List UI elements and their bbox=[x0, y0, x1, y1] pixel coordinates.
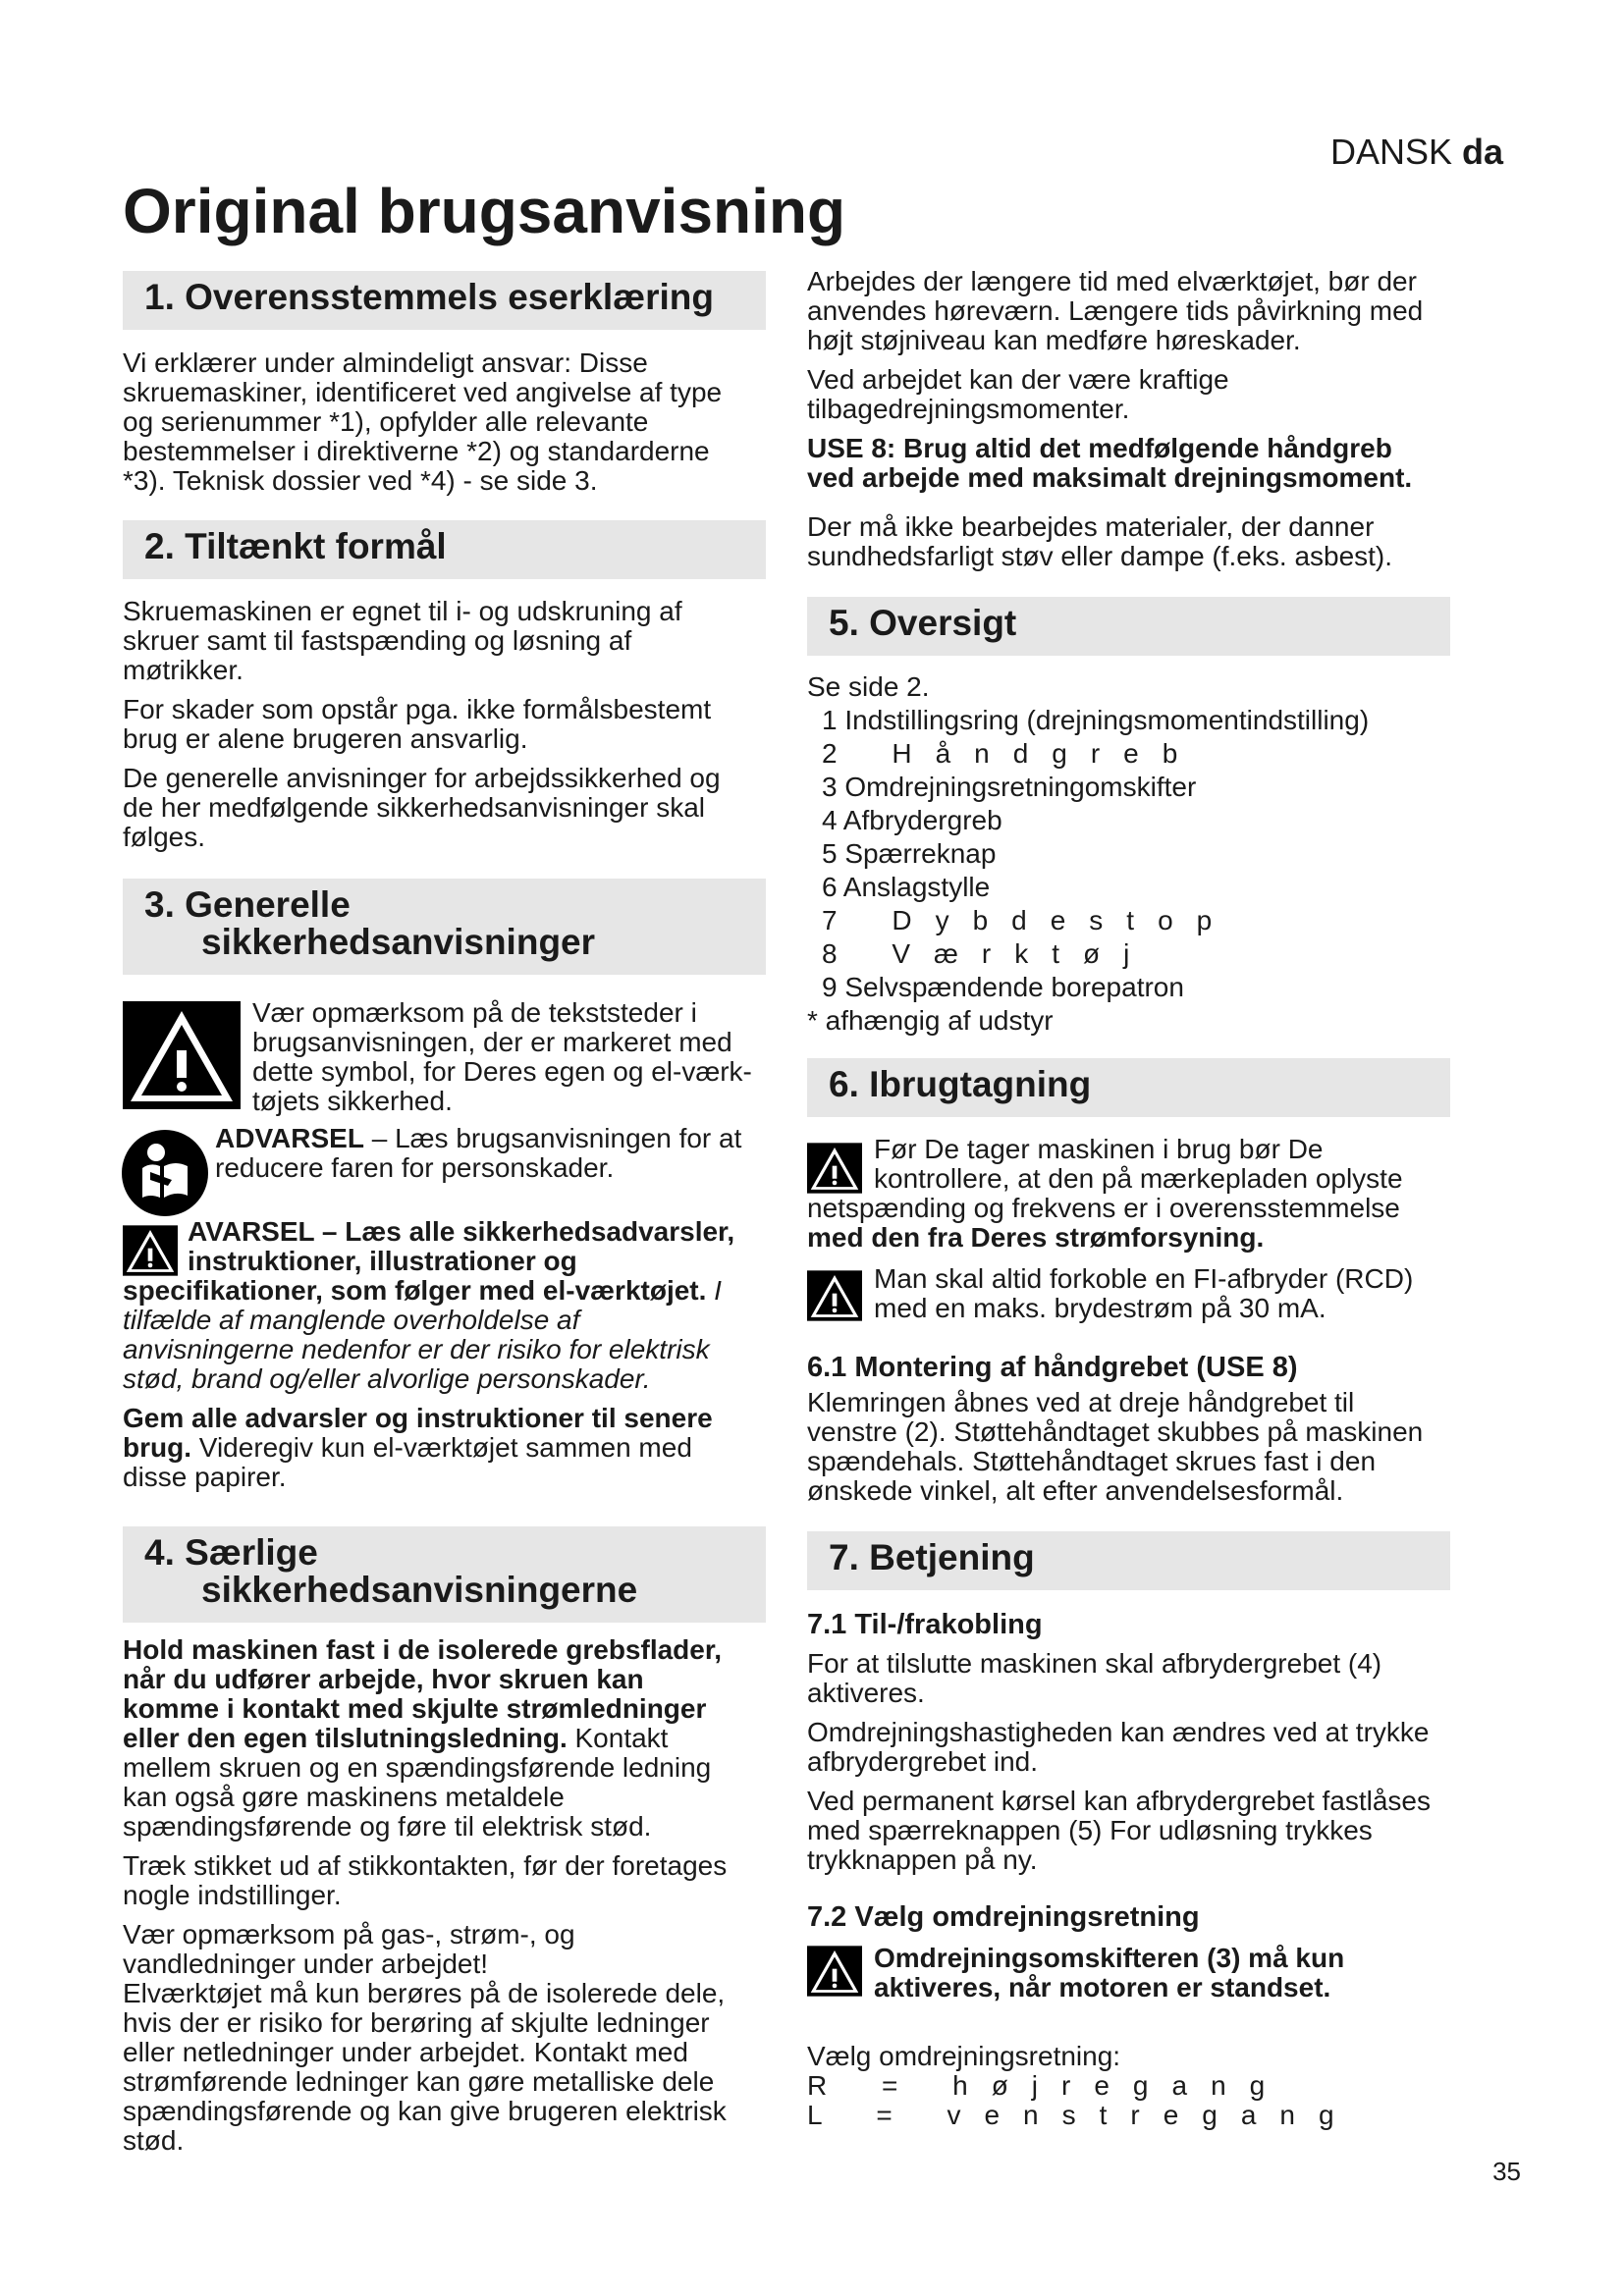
s4-line: eller netledninger under arbejdet. Kontakt med bbox=[123, 2037, 688, 2067]
section-7-heading: 7. Betjening bbox=[807, 1531, 1450, 1590]
s7-line: trykknappen på ny. bbox=[807, 1844, 1038, 1875]
s3-gem-line: Gem alle advarsler og instruktioner til senere bbox=[123, 1403, 713, 1433]
r-line: Ved arbejdet kan der være kraftige bbox=[807, 364, 1229, 395]
s3-heading-line1: 3. Generelle bbox=[144, 884, 351, 925]
s6-warn-line: kontrollere, at den på mærkepladen oplyste bbox=[874, 1163, 1403, 1194]
s1-line: Vi erklærer under almindeligt ansvar: Disse bbox=[123, 347, 648, 378]
section-1-heading: 1. Overensstemmels eserklæring bbox=[123, 271, 766, 330]
s3-gem-line2 bbox=[123, 1433, 692, 1463]
s6-line: venstre (2). Støttehåndtaget skubbes på maskinen bbox=[807, 1416, 1424, 1447]
s5-item: 4 Afbrydergreb bbox=[822, 805, 1002, 835]
s3-italic-line: stød, brand og/eller alvorlige personskader. bbox=[123, 1363, 651, 1394]
warning-triangle-icon bbox=[807, 1270, 862, 1321]
s4-bold-line: når du udfører arbejde, hvor skruen kan bbox=[123, 1664, 644, 1694]
s6-warn-line-bold: med den fra Deres strømforsyning. bbox=[807, 1222, 1265, 1253]
s7-direction-l: L = venstregang bbox=[807, 2100, 1358, 2130]
s2-line: De generelle anvisninger for arbejdssikkerhed og bbox=[123, 763, 721, 793]
avarsel-bold: specifikationer, som følger med el-værktøjet. bbox=[123, 1275, 707, 1306]
s6-line: ønskede vinkel, alt efter anvendelsesformål. bbox=[807, 1475, 1344, 1506]
s5-item: 5 Spærreknap bbox=[822, 838, 997, 869]
language-label bbox=[1330, 133, 1503, 172]
s3-avarsel-line3 bbox=[123, 1276, 722, 1306]
r-line: højt støjniveau kan medføre høreskader. bbox=[807, 325, 1301, 355]
s7-warn-line: aktiveres, når motoren er standset. bbox=[874, 1972, 1331, 2002]
s3-warn-line: Vær opmærksom på de tekststeder i bbox=[252, 997, 697, 1028]
warning-triangle-icon bbox=[807, 1143, 862, 1194]
s7-warn-line: Omdrejningsomskifteren (3) må kun bbox=[874, 1943, 1345, 1973]
s5-intro: Se side 2. bbox=[807, 671, 930, 702]
page-title: Original brugsanvisning bbox=[123, 176, 846, 246]
r-line: Arbejdes der længere tid med elværktøjet, bør der bbox=[807, 266, 1417, 296]
s4-line: Elværktøjet må kun berøres på de isolerede dele, bbox=[123, 1978, 726, 2008]
s7-subheading-1: 7.1 Til-/frakobling bbox=[807, 1609, 1043, 1640]
s2-line: Skruemaskinen er egnet til i- og udskruning af bbox=[123, 596, 682, 626]
s4-heading-line1: 4. Særlige bbox=[144, 1532, 318, 1573]
s2-line: brug er alene brugeren ansvarlig. bbox=[123, 723, 528, 754]
r-line: anvendes høreværn. Længere tids påvirkning med bbox=[807, 295, 1424, 326]
advarsel-label: ADVARSEL bbox=[215, 1123, 364, 1153]
s2-line: møtrikker. bbox=[123, 655, 244, 685]
s2-line: skruer samt til fastspænding og løsning af bbox=[123, 625, 632, 656]
s5-item: 6 Anslagstylle bbox=[822, 872, 991, 902]
s4-bold-line: komme i kontakt med skjulte strømledninger bbox=[123, 1693, 707, 1724]
s5-item: 9 Selvspændende borepatron bbox=[822, 972, 1184, 1002]
gem-bold: brug. bbox=[123, 1432, 191, 1463]
s2-line: de her medfølgende sikkerhedsanvisninger skal bbox=[123, 792, 705, 823]
s4-bold-line-4 bbox=[123, 1724, 668, 1753]
s1-line: bestemmelser i direktiverne *2) og standarderne bbox=[123, 436, 710, 466]
s6-warn2-line: Man skal altid forkoble en FI-afbryder (RCD) bbox=[874, 1263, 1414, 1294]
s4-line: Træk stikket ud af stikkontakten, før der foretages bbox=[123, 1850, 728, 1881]
s1-line: skruemaskiner, identificeret ved angivelse af type bbox=[123, 377, 723, 407]
s3-avarsel-line: AVARSEL – Læs alle sikkerhedsadvarsler, bbox=[188, 1216, 735, 1247]
s3-avarsel-line: instruktioner, illustrationer og bbox=[188, 1246, 577, 1276]
s3-italic-line: tilfælde af manglende overholdelse af bbox=[123, 1305, 580, 1335]
s7-line: Omdrejningshastigheden kan ændres ved at trykke bbox=[807, 1717, 1430, 1747]
read-manual-icon bbox=[121, 1129, 209, 1217]
s3-heading-line2: sikkerhedsanvisninger bbox=[201, 922, 596, 962]
s4-line: mellem skruen og en spændingsførende ledning bbox=[123, 1752, 712, 1783]
s2-line: følges. bbox=[123, 822, 206, 852]
s4-line: spændingsførende og føre til elektrisk stød. bbox=[123, 1811, 652, 1842]
s5-item: 2 Håndgreb bbox=[822, 738, 1202, 769]
gem-text: Videregiv kun el-værktøjet sammen med bbox=[191, 1432, 692, 1463]
s3-warn-line: dette symbol, for Deres egen og el-værk- bbox=[252, 1056, 752, 1087]
s4-kontakt: Kontakt bbox=[567, 1723, 669, 1753]
warning-triangle-icon bbox=[807, 1946, 862, 1997]
s3-italic-line: anvisningerne nedenfor er der risiko for elektrisk bbox=[123, 1334, 710, 1364]
advarsel-text: – Læs brugsanvisningen for at bbox=[363, 1123, 742, 1153]
s3-warn-line: tøjets sikkerhed. bbox=[252, 1086, 453, 1116]
s4-line: vandledninger under arbejdet! bbox=[123, 1949, 489, 1979]
s4-heading-line2: sikkerhedsanvisningerne bbox=[201, 1570, 638, 1610]
s4-line: strømførende ledninger kan gøre metalliske dele bbox=[123, 2066, 715, 2097]
section-4-heading bbox=[123, 1526, 766, 1623]
s7-subheading-2: 7.2 Vælg omdrejningsretning bbox=[807, 1901, 1200, 1933]
s3-warn-line: brugsanvisningen, der er markeret med bbox=[252, 1027, 732, 1057]
s5-note: * afhængig af udstyr bbox=[807, 1005, 1054, 1036]
s4-bold-end: eller den egen tilslutningsledning. bbox=[123, 1723, 568, 1753]
s3-gem-line: disse papirer. bbox=[123, 1462, 287, 1492]
s7-line: afbrydergrebet ind. bbox=[807, 1746, 1039, 1777]
s4-line: nogle indstillinger. bbox=[123, 1880, 342, 1910]
s6-warn2-line: med en maks. brydestrøm på 30 mA. bbox=[874, 1293, 1326, 1323]
s2-line: For skader som opstår pga. ikke formålsbestemt bbox=[123, 694, 712, 724]
section-5-heading: 5. Oversigt bbox=[807, 597, 1450, 656]
language-name: DANSK bbox=[1330, 132, 1453, 172]
s5-item: 1 Indstillingsring (drejningsmomentindstilling) bbox=[822, 705, 1370, 735]
s5-item: 7 Dybdestop bbox=[822, 905, 1236, 935]
s1-line: og serienummer *1), opfylder alle relevante bbox=[123, 406, 649, 437]
s4-line: hvis der er risiko for berøring af skjulte ledninger bbox=[123, 2007, 710, 2038]
language-code: da bbox=[1462, 132, 1504, 172]
use8-line: USE 8: Brug altid det medfølgende håndgreb bbox=[807, 433, 1392, 463]
s6-warn-line: netspænding og frekvens er i overensstemmelse bbox=[807, 1193, 1400, 1223]
s4-line: kan også gøre maskinens metaldele bbox=[123, 1782, 565, 1812]
s7-line: Ved permanent kørsel kan afbrydergrebet fastlåses bbox=[807, 1786, 1432, 1816]
s7-direction-r: R = højregang bbox=[807, 2070, 1289, 2101]
s7-line: For at tilslutte maskinen skal afbrydergrebet (4) bbox=[807, 1648, 1382, 1679]
avarsel-italic-start: I bbox=[706, 1275, 722, 1306]
s6-line: Klemringen åbnes ved at dreje håndgrebet til bbox=[807, 1387, 1355, 1417]
s5-item: 8 Værktøj bbox=[822, 938, 1154, 969]
section-6-heading: 6. Ibrugtagning bbox=[807, 1058, 1450, 1117]
s4-bold-line: Hold maskinen fast i de isolerede grebsflader, bbox=[123, 1634, 722, 1665]
s1-line: *3). Teknisk dossier ved *4) - se side 3. bbox=[123, 465, 598, 496]
s3-advarsel-line1 bbox=[215, 1124, 741, 1153]
page-number: 35 bbox=[1492, 2157, 1521, 2186]
s7-choose: Vælg omdrejningsretning: bbox=[807, 2041, 1121, 2071]
s6-warn-line: Før De tager maskinen i brug bør De bbox=[874, 1134, 1324, 1164]
r-line: tilbagedrejningsmomenter. bbox=[807, 394, 1130, 424]
use8-line: ved arbejde med maksimalt drejningsmoment. bbox=[807, 462, 1413, 493]
s5-item: 3 Omdrejningsretningomskifter bbox=[822, 772, 1197, 802]
s4-line: spændingsførende og kan give brugeren elektrisk bbox=[123, 2096, 727, 2126]
s7-line: med spærreknappen (5) For udløsning trykkes bbox=[807, 1815, 1373, 1845]
r-line: Der må ikke bearbejdes materialer, der danner bbox=[807, 511, 1375, 542]
r-line: sundhedsfarligt støv eller dampe (f.eks. asbest). bbox=[807, 541, 1393, 571]
s3-advarsel-line2: reducere faren for personskader. bbox=[215, 1152, 615, 1183]
s4-line: stød. bbox=[123, 2125, 185, 2156]
warning-triangle-icon bbox=[123, 1001, 241, 1109]
section-3-heading bbox=[123, 879, 766, 975]
s6-subheading: 6.1 Montering af håndgrebet (USE 8) bbox=[807, 1352, 1298, 1383]
s6-line: spændehals. Støttehåndtaget skrues fast i den bbox=[807, 1446, 1377, 1476]
s4-line: Vær opmærksom på gas-, strøm-, og bbox=[123, 1919, 575, 1949]
warning-triangle-icon bbox=[123, 1225, 178, 1276]
s7-line: aktiveres. bbox=[807, 1678, 925, 1708]
section-2-heading: 2. Tiltænkt formål bbox=[123, 520, 766, 579]
